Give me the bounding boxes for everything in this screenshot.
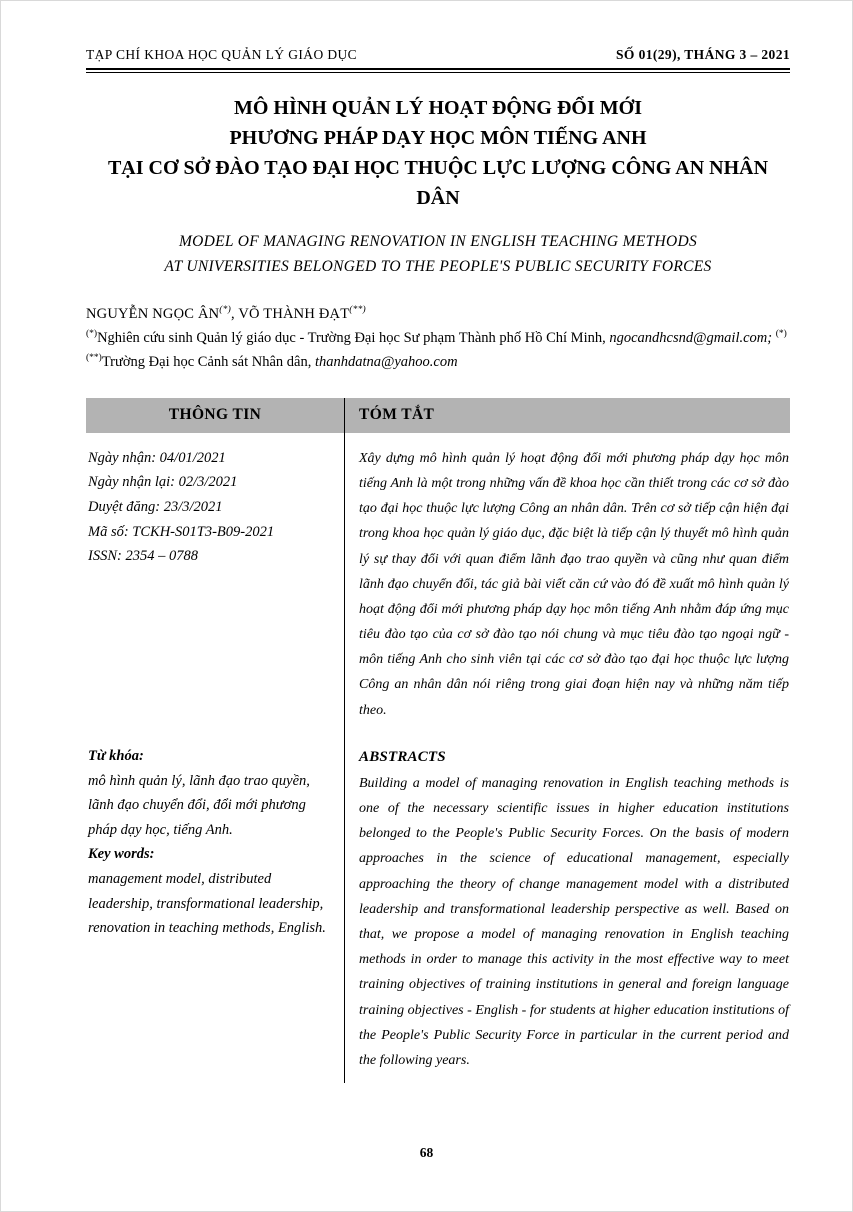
running-head-row xyxy=(86,47,790,63)
title-en-line-2: AT UNIVERSITIES BELONGED TO THE PEOPLE'S PUBLIC SECURITY FORCES xyxy=(164,257,712,275)
keywords-vi-label: Từ khóa: xyxy=(88,747,144,764)
issue-info: SỐ 01(29), THÁNG 3 – 2021 xyxy=(615,47,790,62)
meta-article-code: Mã số: TCKH-S01T3-B09-2021 xyxy=(88,523,275,540)
info-header-label: THÔNG TIN xyxy=(168,406,262,424)
meta-accepted-date: Duyệt đăng: 23/3/2021 xyxy=(88,499,223,516)
title-en-line-1: MODEL OF MANAGING RENOVATION IN ENGLISH TEACHING METHODS xyxy=(178,233,698,250)
author-1-email: ngocandhcsnd@gmail.com; xyxy=(609,330,773,347)
header-rule-thick xyxy=(86,68,790,70)
header-rule-thin xyxy=(86,72,790,73)
keywords-en-label: Key words: xyxy=(88,846,155,863)
affiliation-text-2: Trường Đại học Cảnh sát Nhân dân, xyxy=(101,353,312,370)
info-abstract-table xyxy=(86,398,790,1083)
abstract-header-cell xyxy=(345,398,790,433)
meta-revised-date: Ngày nhận lại: 02/3/2021 xyxy=(88,474,238,491)
article-title-en xyxy=(86,230,790,280)
affiliation-marker-2: (*)(**) xyxy=(86,329,787,363)
page-content xyxy=(1,1,852,1083)
meta-received-date: Ngày nhận: 04/01/2021 xyxy=(88,449,226,466)
abstract-vi-text: Xây dựng mô hình quản lý hoạt động đổi mới phương pháp dạy học môn tiếng Anh là một trong những vấn đề khoa học cần thiết trong các cơ sở đào tạo đại học thuộc lực lượng Công an nhân dân. Trên cơ sở tiếp cận hiện đại trong khoa học quản lý giáo dục, đặc biệt là tiếp cận lý thuyết mô hình quản lý sự thay đổi với quan điểm lãnh đạo trao quyền và cũng như quan điểm lãnh đạo chuyển đổi, tác giả bài viết căn cứ vào đó đề xuất mô hình quản lý hoạt động đổi mới phương pháp dạy học môn tiếng Anh nhằm đáp ứng mục tiêu đào tạo của cơ sở đào tạo nói chung và mục tiêu đào tạo ngoại ngữ - môn tiếng Anh cho sinh viên tại các cơ sở đào tạo đại học thuộc lực lượng Công an nhân dân nói riêng trong giai đoạn hiện nay và những năm tiếp theo. xyxy=(359,450,789,718)
author-1-marker: (*) xyxy=(219,304,231,315)
keywords-en-text: management model, distributed leadership, transformational leadership, renovation in teaching methods, English. xyxy=(88,871,326,937)
abstract-en-cell xyxy=(345,729,790,1083)
title-vi-line-1: MÔ HÌNH QUẢN LÝ HOẠT ĐỘNG ĐỔI MỚI xyxy=(234,97,642,119)
article-title-vi xyxy=(86,93,790,213)
affiliation xyxy=(86,327,790,373)
title-vi-line-3: TẠI CƠ SỞ ĐÀO TẠO ĐẠI HỌC THUỘC LỰC LƯỢNG CÔNG AN NHÂN DÂN xyxy=(107,157,769,209)
page-number: 68 xyxy=(419,1145,434,1160)
author-2-marker: (**) xyxy=(349,304,366,315)
authors-line xyxy=(86,305,790,323)
keywords-vi-text: mô hình quản lý, lãnh đạo trao quyền, lãnh đạo chuyển đổi, đổi mới phương pháp dạy học, tiếng Anh. xyxy=(88,772,310,838)
abstract-en-label: ABSTRACTS xyxy=(359,748,446,765)
abstract-vi-cell xyxy=(345,433,790,729)
title-vi-line-2: PHƯƠNG PHÁP DẠY HỌC MÔN TIẾNG ANH xyxy=(229,127,647,149)
info-header-cell xyxy=(86,398,345,433)
abstract-header-label: TÓM TẮT xyxy=(359,406,435,424)
affiliation-text-1: Nghiên cứu sinh Quản lý giáo dục - Trường Đại học Sư phạm Thành phố Hồ Chí Minh, xyxy=(97,330,606,347)
meta-issn: ISSN: 2354 – 0788 xyxy=(88,548,198,565)
authors-separator: , xyxy=(230,305,239,322)
page-footer xyxy=(1,1145,852,1161)
affiliation-marker-1: (*) xyxy=(86,329,98,340)
author-1-name: NGUYỄN NGỌC ÂN xyxy=(86,305,220,322)
journal-name: TẠP CHÍ KHOA HỌC QUẢN LÝ GIÁO DỤC xyxy=(86,47,358,62)
abstract-en-text: Building a model of managing renovation in English teaching methods is one of the necessary scientific issues in higher education institutions belonged to the People's Public Security Forces. On the basis of modern approaches in the science of educational management, especially approaching the theory of change management model with a distributed leadership and transformational leadership perspective as well. Based on that, we propose a model of managing renovation in English teaching methods in order to manage this activity in the most effective way to meet training objectives of training institutions in general and foreign language training objectives - English - for students at higher education institutions of the People's Public Security Force in particular in the current period and the following years. xyxy=(359,775,789,1068)
author-2-name: VÕ THÀNH ĐẠT xyxy=(238,305,350,322)
article-meta-cell xyxy=(86,433,345,729)
keywords-cell xyxy=(86,729,345,1083)
author-2-email: thanhdatna@yahoo.com xyxy=(314,353,458,370)
running-head xyxy=(86,47,790,73)
